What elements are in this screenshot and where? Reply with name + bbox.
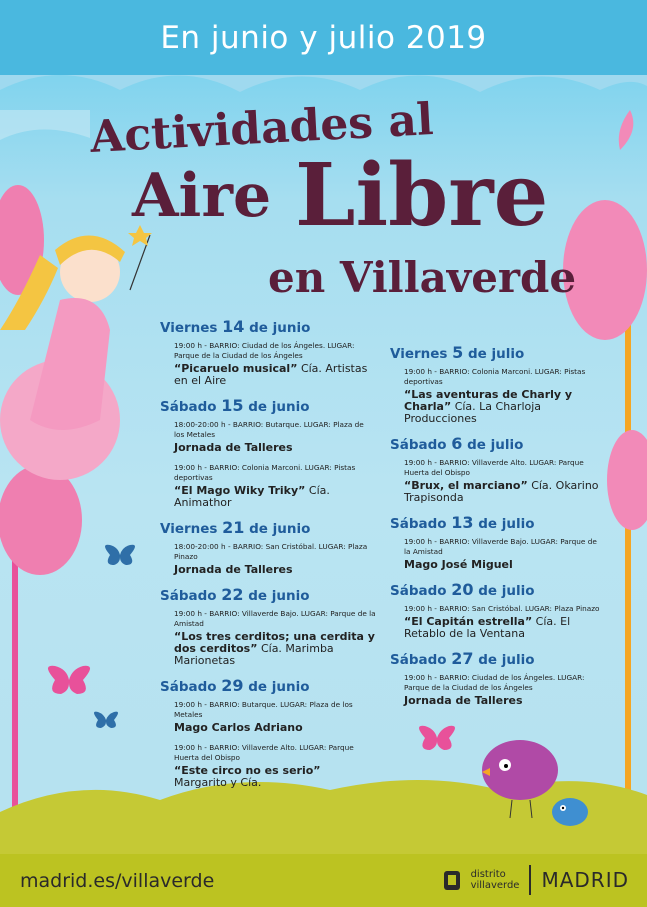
footer-divider bbox=[529, 865, 531, 895]
madrid-crest-icon bbox=[443, 868, 461, 892]
footer-logos bbox=[443, 863, 629, 897]
event-detail: 19:00 h - BARRIO: Colonia Marconi. LUGAR: Pistas deportivas bbox=[174, 463, 356, 482]
butterfly-icon bbox=[48, 666, 90, 694]
event-month: de junio bbox=[248, 399, 310, 415]
event-detail: 18:00-20:00 h - BARRIO: San Cristóbal. LUGAR: Plaza Pinazo bbox=[174, 542, 368, 561]
event-day-number: 13 bbox=[451, 513, 474, 532]
event-company: Cía. Animathor bbox=[174, 484, 330, 509]
event-show bbox=[160, 363, 376, 387]
headline-line3: en Villaverde bbox=[268, 253, 577, 302]
event-show-title: “Picaruelo musical” bbox=[174, 362, 298, 375]
event-block bbox=[390, 580, 605, 640]
event-show bbox=[160, 485, 376, 509]
event-day: Viernes bbox=[160, 521, 218, 537]
events-column-june bbox=[160, 317, 376, 798]
event-show-title: Mago José Miguel bbox=[404, 558, 513, 571]
event-company: Cía. Marimba Marionetas bbox=[174, 642, 334, 667]
event-company: Cía. La Charloja Producciones bbox=[404, 400, 542, 425]
event-block bbox=[160, 518, 376, 576]
event-block bbox=[390, 343, 605, 425]
event-show-title: Jornada de Talleres bbox=[174, 441, 293, 454]
event-month: de junio bbox=[249, 521, 311, 537]
event-day: Sábado bbox=[160, 399, 217, 415]
event-show-title: “El Capitán estrella” bbox=[404, 615, 533, 628]
event-date bbox=[390, 649, 605, 668]
event-show bbox=[390, 389, 605, 425]
event-date bbox=[160, 396, 376, 415]
event-detail: 19:00 h - BARRIO: Villaverde Bajo. LUGAR: Parque de la Amistad bbox=[174, 609, 376, 628]
event-detail: 18:00-20:00 h - BARRIO: Butarque. LUGAR: Plaza de los Metales bbox=[174, 420, 364, 439]
header-title: En junio y julio 2019 bbox=[160, 20, 487, 56]
event-date bbox=[160, 585, 376, 604]
event-month: de junio bbox=[248, 588, 310, 604]
event-date bbox=[390, 580, 605, 599]
event-month: de junio bbox=[249, 320, 311, 336]
event-show bbox=[390, 559, 605, 571]
event-month: de junio bbox=[248, 679, 310, 695]
event-company: Margarito y Cía. bbox=[174, 776, 262, 789]
event-show bbox=[390, 695, 605, 707]
event-date bbox=[390, 513, 605, 532]
event-detail: 19:00 h - BARRIO: Ciudad de los Ángeles. LUGAR: Parque de la Ciudad de los Ángeles bbox=[174, 341, 355, 360]
bird-blue-icon bbox=[552, 798, 588, 826]
event-show-title: Mago Carlos Adriano bbox=[174, 721, 303, 734]
events-column-july bbox=[390, 343, 605, 716]
event-detail: 19:00 h - BARRIO: Colonia Marconi. LUGAR: Pistas deportivas bbox=[404, 367, 586, 386]
event-show-title: “Brux, el marciano” bbox=[404, 479, 528, 492]
event-month: de julio bbox=[478, 583, 535, 599]
event-show-title: “Los tres cerditos; una cerdita y dos cerditos” bbox=[174, 630, 375, 655]
distrito-line2: villaverde bbox=[470, 880, 520, 891]
event-day-number: 20 bbox=[451, 580, 474, 599]
event-month: de julio bbox=[478, 652, 535, 668]
event-company: Cía. El Retablo de la Ventana bbox=[404, 615, 571, 640]
event-day: Sábado bbox=[390, 437, 447, 453]
event-day-number: 29 bbox=[221, 676, 244, 695]
event-day-number: 22 bbox=[221, 585, 244, 604]
event-day-number: 15 bbox=[221, 396, 244, 415]
event-show-title: “Este circo no es serio” bbox=[174, 764, 321, 777]
event-show bbox=[390, 616, 605, 640]
event-day: Sábado bbox=[390, 516, 447, 532]
event-date bbox=[390, 343, 605, 362]
event-day-number: 14 bbox=[222, 317, 245, 336]
event-show-title: Jornada de Talleres bbox=[404, 694, 523, 707]
event-date bbox=[160, 518, 376, 537]
event-detail: 19:00 h - BARRIO: Villaverde Alto. LUGAR: Parque Huerta del Obispo bbox=[174, 743, 354, 762]
event-date bbox=[160, 317, 376, 336]
headline-line2a: Aire bbox=[132, 161, 272, 231]
madrid-wordmark: MADRID bbox=[541, 868, 629, 892]
event-block bbox=[390, 434, 605, 504]
event-day-number: 27 bbox=[451, 649, 474, 668]
event-block bbox=[160, 317, 376, 387]
distrito-label bbox=[471, 869, 520, 891]
event-date bbox=[390, 434, 605, 453]
event-detail: 19:00 h - BARRIO: Villaverde Bajo. LUGAR: Parque de la Amistad bbox=[404, 537, 597, 556]
distrito-line1: distrito bbox=[470, 869, 506, 880]
event-day-number: 21 bbox=[222, 518, 245, 537]
event-show-title: “Las aventuras de Charly y Charla” bbox=[404, 388, 573, 413]
event-company: Cía. Artistas en el Aire bbox=[174, 362, 368, 387]
event-show bbox=[160, 442, 376, 454]
event-block bbox=[160, 676, 376, 789]
event-day: Viernes bbox=[390, 346, 448, 362]
butterfly-icon bbox=[94, 712, 118, 728]
event-show-title: “El Mago Wiky Triky” bbox=[174, 484, 306, 497]
event-month: de julio bbox=[468, 346, 525, 362]
event-block bbox=[160, 585, 376, 667]
headline-line2b: Libre bbox=[295, 145, 549, 246]
footer-url: madrid.es/villaverde bbox=[20, 870, 215, 892]
butterfly-icon bbox=[105, 545, 135, 565]
event-day-number: 5 bbox=[452, 343, 464, 362]
event-day-number: 6 bbox=[451, 434, 463, 453]
event-day: Sábado bbox=[390, 652, 447, 668]
event-day: Sábado bbox=[160, 679, 217, 695]
event-month: de julio bbox=[467, 437, 524, 453]
event-detail: 19:00 h - BARRIO: San Cristóbal. LUGAR: Plaza Pinazo bbox=[404, 604, 600, 613]
event-day: Viernes bbox=[160, 320, 218, 336]
event-show-title: Jornada de Talleres bbox=[174, 563, 293, 576]
event-show bbox=[160, 765, 376, 789]
event-detail: 19:00 h - BARRIO: Villaverde Alto. LUGAR: Parque Huerta del Obispo bbox=[404, 458, 584, 477]
event-show bbox=[160, 631, 376, 667]
event-date bbox=[160, 676, 376, 695]
headline-line1: Actividades al bbox=[88, 94, 435, 163]
event-block bbox=[390, 513, 605, 571]
event-show bbox=[390, 480, 605, 504]
butterfly-icon bbox=[419, 726, 455, 750]
event-company: Cía. Okarino Trapisonda bbox=[404, 479, 599, 504]
event-show bbox=[160, 564, 376, 576]
event-block bbox=[160, 396, 376, 509]
event-block bbox=[390, 649, 605, 707]
event-detail: 19:00 h - BARRIO: Ciudad de los Ángeles. LUGAR: Parque de la Ciudad de los Ángeles bbox=[404, 673, 585, 692]
event-day: Sábado bbox=[390, 583, 447, 599]
event-detail: 19:00 h - BARRIO: Butarque. LUGAR: Plaza de los Metales bbox=[174, 700, 353, 719]
event-show bbox=[160, 722, 376, 734]
event-day: Sábado bbox=[160, 588, 217, 604]
event-month: de julio bbox=[478, 516, 535, 532]
